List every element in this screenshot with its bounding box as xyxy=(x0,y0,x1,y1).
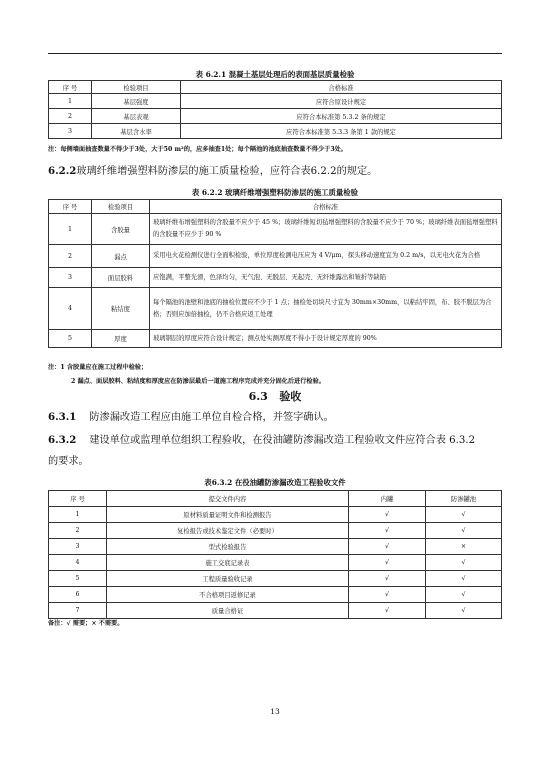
table-row xyxy=(49,523,502,539)
table-row xyxy=(49,109,502,124)
clause-text: 玻璃纤维增强塑料防渗层的施工质量检验，应符合表6.2.2的规定。 xyxy=(76,166,378,177)
paragraph-6-3-1 xyxy=(48,407,508,428)
cell: 3 xyxy=(49,268,92,288)
header-cell: 防渗罐池 xyxy=(426,491,502,507)
header-cell: 序 号 xyxy=(49,200,92,214)
clause-number: 6.3.1 xyxy=(48,411,77,423)
table-row xyxy=(49,124,502,139)
header-cell: 合格标准 xyxy=(150,200,502,214)
cell: 应符合本标准第 5.3.2 条的规定 xyxy=(181,109,502,124)
clause-number: 6.3.2 xyxy=(48,434,77,446)
cell: 应符合本标准第 5.3.3 条第 1 款的规定 xyxy=(181,124,502,139)
cell: 1 xyxy=(49,94,92,109)
cell: 质量合格证 xyxy=(107,603,349,619)
clause-text: 防渗漏改造工程应由施工单位自检合格，并签字确认。 xyxy=(89,412,334,423)
cell: √ xyxy=(426,523,502,539)
cell: 基层强度 xyxy=(92,94,181,109)
cell: √ xyxy=(426,587,502,603)
cell: 玻璃纤维布增强塑料的含胶量不应少于 45 %；玻璃纤维短切毡增强塑料的含胶量不应少于 70 %；玻璃纤维表面毡增强塑料的含胶量不应少于 90 % xyxy=(150,214,502,245)
table-6-3-2-title: 表6.3.2 在役油罐防渗漏改造工程验收文件 xyxy=(204,478,346,487)
cell: 2 xyxy=(49,523,107,539)
header-cell: 内罐 xyxy=(349,491,426,507)
table-6-3-2 xyxy=(48,490,502,619)
cell: 原材料质量证明文件和检测报告 xyxy=(107,507,349,523)
cell: 采用电火花检测仪进行全面积检验，单位厚度检测电压应为 4 V/μm，探头移动速度宜为 0.2 m/s，以无电火花为合格 xyxy=(150,245,502,268)
cell: 基层含水率 xyxy=(92,124,181,139)
table-row xyxy=(49,214,502,245)
cell: √ xyxy=(426,555,502,571)
header-cell: 提交文件内容 xyxy=(107,491,349,507)
table-row xyxy=(49,94,502,109)
table-row xyxy=(49,539,502,555)
cell: 漏点 xyxy=(92,245,150,268)
cell: 粘结度 xyxy=(92,288,150,330)
table-6-3-2-note: 备注：√ 需要；× 不需要。 xyxy=(48,620,124,627)
cell: √ xyxy=(349,539,426,555)
paragraph-6-2-2 xyxy=(48,161,508,182)
table-row xyxy=(49,507,502,523)
cell: 应饱满，平整光滑，色泽均匀，无气泡、无脱层、无起壳、无纤维露出和皱折等缺陷 xyxy=(150,268,502,288)
cell: 基层表观 xyxy=(92,109,181,124)
table-header-row xyxy=(49,200,502,214)
table-6-2-1 xyxy=(48,80,502,139)
table-row xyxy=(49,571,502,587)
cell: √ xyxy=(349,603,426,619)
table-6-2-1-note: 注：每侧墙面抽查数量不得少于3处，大于50 m²的，应多抽查1处；每个隔池的池底抽查数量不得少于3处。 xyxy=(48,146,347,153)
cell: 3 xyxy=(49,124,92,139)
cell: 1 xyxy=(49,214,92,245)
cell: 工程质量验收记录 xyxy=(107,571,349,587)
cell: 复检报告或技术鉴定文件（必要时） xyxy=(107,523,349,539)
table-6-2-2-note-2: 2 漏点、面层胶料、粘结度和厚度应在防渗层最后一道施工程序完成并充分固化后进行检验。 xyxy=(71,378,325,385)
cell: 施工交底记录表 xyxy=(107,555,349,571)
clause-text: 建设单位或监理单位组织工程验收，在役油罐防渗漏改造工程验收文件应符合表 6.3.2 xyxy=(89,435,476,446)
cell: 面层胶料 xyxy=(92,268,150,288)
header-rule xyxy=(48,53,502,54)
clause-number: 6.2.2 xyxy=(48,165,77,177)
cell: 2 xyxy=(49,245,92,268)
table-6-2-2-title: 表 6.2.2 玻璃纤维增强塑料防渗层的施工质量检验 xyxy=(191,188,359,197)
clause-text-continued: 的要求。 xyxy=(48,456,89,467)
cell: √ xyxy=(349,555,426,571)
header-cell: 检验项目 xyxy=(92,200,150,214)
header-cell: 合格标准 xyxy=(181,81,502,94)
table-row xyxy=(49,603,502,619)
cell: 每个隔池的池壁和池底的抽检位置应不少于 1 点；抽检处切块尺寸宜为 30mm×30mm，以粘结牢固，布、胶不脱层为合格；否则应加倍抽检，仍不合格应返工处理 xyxy=(150,288,502,330)
section-number: 6.3 xyxy=(248,390,268,403)
section-heading xyxy=(0,388,550,404)
table-6-2-2 xyxy=(48,199,502,348)
cell: 应符合原设计规定 xyxy=(181,94,502,109)
cell: √ xyxy=(349,523,426,539)
cell: 6 xyxy=(49,587,107,603)
table-row xyxy=(49,555,502,571)
cell: 不合格项目返修记录 xyxy=(107,587,349,603)
cell: 含胶量 xyxy=(92,214,150,245)
cell: 4 xyxy=(49,288,92,330)
cell: 1 xyxy=(49,507,107,523)
cell: 2 xyxy=(49,109,92,124)
section-title: 验收 xyxy=(279,390,302,403)
header-cell: 序 号 xyxy=(49,491,107,507)
cell: √ xyxy=(349,587,426,603)
cell: 厚度 xyxy=(92,330,150,348)
cell: 玻璃钢层的厚度应符合设计规定；测点处实测厚度不得小于设计规定厚度的 90% xyxy=(150,330,502,348)
cell: 5 xyxy=(49,330,92,348)
table-header-row xyxy=(49,81,502,94)
cell: 5 xyxy=(49,571,107,587)
cell: √ xyxy=(349,507,426,523)
table-row xyxy=(49,587,502,603)
table-row xyxy=(49,288,502,330)
paragraph-6-3-2 xyxy=(48,430,508,472)
cell: √ xyxy=(426,571,502,587)
cell: √ xyxy=(426,603,502,619)
table-row xyxy=(49,245,502,268)
cell: 型式检验报告 xyxy=(107,539,349,555)
table-row xyxy=(49,330,502,348)
header-cell: 检验项目 xyxy=(92,81,181,94)
table-row xyxy=(49,268,502,288)
table-header-row xyxy=(49,491,502,507)
cell: √ xyxy=(426,507,502,523)
cell: × xyxy=(426,539,502,555)
cell: √ xyxy=(349,571,426,587)
table-6-2-1-title: 表 6.2.1 混凝土基层处理后的表面基层质量检验 xyxy=(195,70,355,79)
header-cell: 序 号 xyxy=(49,81,92,94)
cell: 4 xyxy=(49,555,107,571)
page-number: 13 xyxy=(270,707,280,716)
table-6-2-2-note-1: 注：1 含胶量应在施工过程中检验； xyxy=(48,364,148,371)
cell: 3 xyxy=(49,539,107,555)
cell: 7 xyxy=(49,603,107,619)
